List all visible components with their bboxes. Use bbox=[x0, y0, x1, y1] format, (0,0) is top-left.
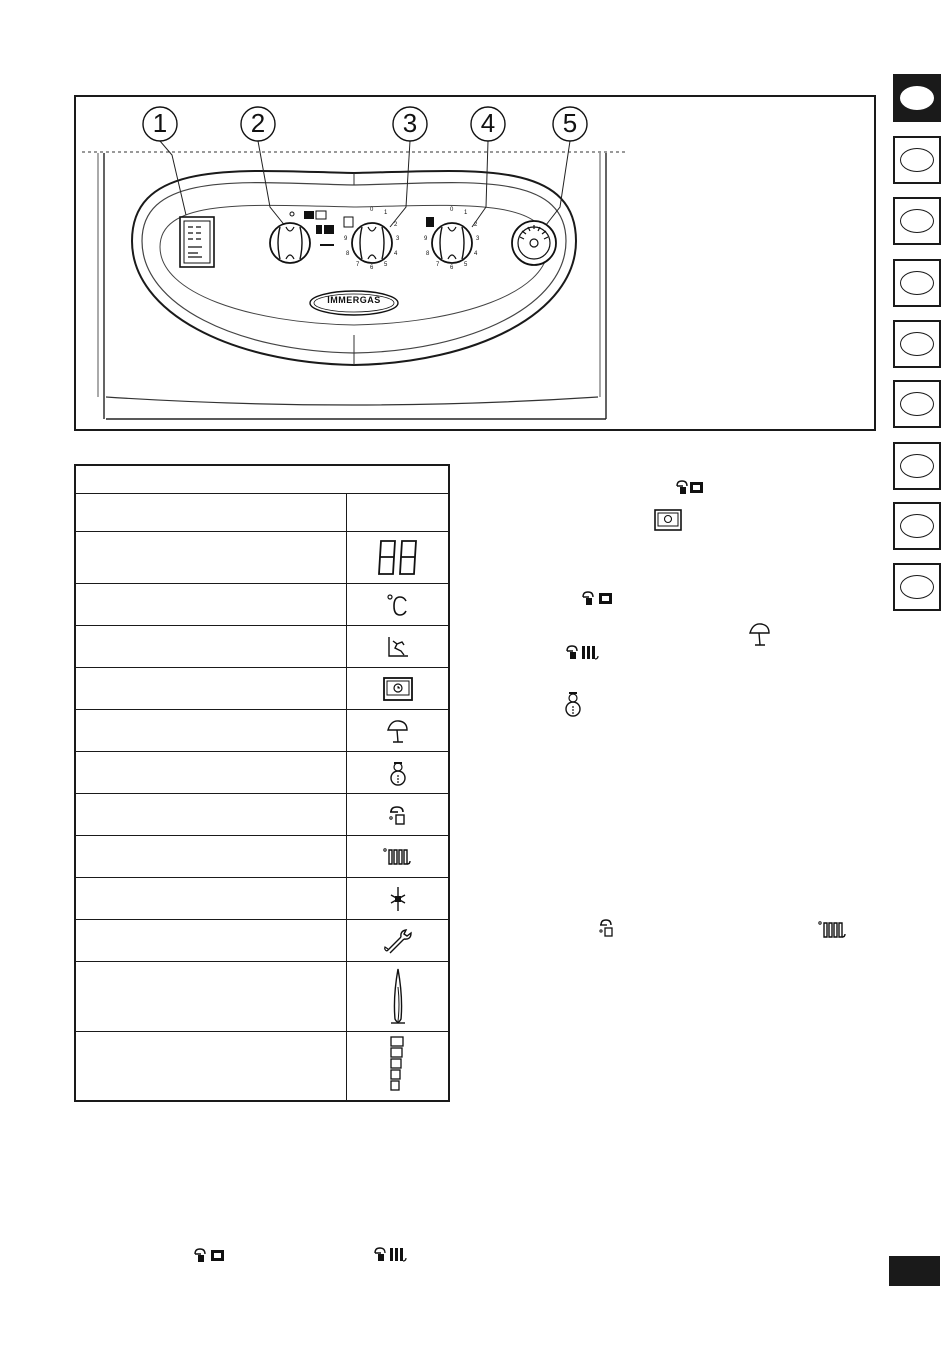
language-tab-7[interactable] bbox=[893, 442, 941, 490]
knob3-scale-4: 4 bbox=[394, 251, 398, 257]
callout-2: 2 bbox=[250, 108, 266, 138]
language-tab-oval bbox=[900, 86, 934, 110]
knob3-scale-9: 9 bbox=[344, 236, 348, 242]
legend-row-sanitary-flow bbox=[76, 626, 448, 668]
language-tab-8[interactable] bbox=[893, 502, 941, 550]
legend-row-winter bbox=[76, 752, 448, 794]
language-tab-9[interactable] bbox=[893, 563, 941, 611]
language-tab-oval bbox=[900, 392, 934, 416]
wrench-icon bbox=[346, 920, 448, 961]
knob3-scale-7: 7 bbox=[356, 262, 360, 268]
tap-icon bbox=[598, 918, 616, 938]
pump-valve-icon bbox=[346, 878, 448, 919]
callout-5: 5 bbox=[562, 108, 578, 138]
language-tab-oval bbox=[900, 454, 934, 478]
callout-4: 4 bbox=[480, 108, 496, 138]
degrees-celsius-icon bbox=[346, 584, 448, 625]
summer-umbrella-icon bbox=[346, 710, 448, 751]
legend-row-celsius bbox=[76, 584, 448, 626]
callout-1: 1 bbox=[152, 108, 168, 138]
pressure-gauge bbox=[512, 221, 556, 265]
sanitary-flow-icon bbox=[346, 626, 448, 667]
page-number-box bbox=[889, 1256, 940, 1286]
legend-title-row bbox=[76, 466, 448, 494]
language-tab-oval bbox=[900, 148, 934, 172]
winter-snowman-icon bbox=[562, 690, 584, 718]
legend-row-summer bbox=[76, 710, 448, 752]
dhw-mode-icon bbox=[194, 1248, 226, 1262]
callout-3: 3 bbox=[402, 108, 418, 138]
language-tab-3[interactable] bbox=[893, 197, 941, 245]
winter-snowman-icon bbox=[346, 752, 448, 793]
knob-3[interactable] bbox=[344, 217, 392, 263]
radiator-icon bbox=[346, 836, 448, 877]
knob4-scale-2: 2 bbox=[474, 222, 478, 228]
legend-header-row bbox=[76, 494, 448, 532]
heating-mode-icon bbox=[374, 1246, 408, 1262]
knob4-scale-3: 3 bbox=[476, 236, 480, 242]
symbol-legend-table bbox=[74, 464, 450, 1102]
tap-icon bbox=[346, 794, 448, 835]
remote-control-icon bbox=[654, 509, 682, 531]
knob4-scale-0: 0 bbox=[450, 207, 454, 213]
knob4-scale-5: 5 bbox=[464, 262, 468, 268]
control-panel-figure bbox=[74, 95, 876, 431]
legend-row-power-level bbox=[76, 1032, 448, 1100]
legend-header-symbol-cell bbox=[346, 494, 448, 531]
knob4-scale-9: 9 bbox=[424, 236, 428, 242]
knob4-scale-6: 6 bbox=[450, 265, 454, 271]
language-tab-4[interactable] bbox=[893, 259, 941, 307]
knob4-scale-7: 7 bbox=[436, 262, 440, 268]
seven-segment-display-icon bbox=[346, 532, 448, 583]
legend-row-tap bbox=[76, 794, 448, 836]
flame-icon bbox=[346, 962, 448, 1031]
logo-text: IMMERGAS bbox=[327, 295, 381, 305]
knob3-scale-3: 3 bbox=[396, 236, 400, 242]
language-tab-oval bbox=[900, 514, 934, 538]
language-tab-6[interactable] bbox=[893, 380, 941, 428]
legend-row-wrench bbox=[76, 920, 448, 962]
knob4-scale-1: 1 bbox=[464, 210, 468, 216]
legend-row-flame bbox=[76, 962, 448, 1032]
language-tab-oval bbox=[900, 332, 934, 356]
language-tab-oval bbox=[900, 209, 934, 233]
knob3-scale-8: 8 bbox=[346, 251, 350, 257]
radiator-icon bbox=[818, 920, 848, 940]
knob3-scale-0: 0 bbox=[370, 207, 374, 213]
heating-mode-icon bbox=[566, 644, 600, 660]
knob3-scale-1: 1 bbox=[384, 210, 388, 216]
dhw-mode-icon bbox=[676, 480, 704, 494]
legend-row-pump bbox=[76, 878, 448, 920]
knob4-scale-4: 4 bbox=[474, 251, 478, 257]
knob3-scale-5: 5 bbox=[384, 262, 388, 268]
power-level-bar-icon bbox=[346, 1032, 448, 1100]
language-tab-oval bbox=[900, 575, 934, 599]
knob-4[interactable] bbox=[426, 217, 472, 263]
language-tab-oval bbox=[900, 271, 934, 295]
language-tab-1[interactable] bbox=[893, 74, 941, 122]
legend-row-radiator bbox=[76, 836, 448, 878]
language-tab-5[interactable] bbox=[893, 320, 941, 368]
legend-row-remote bbox=[76, 668, 448, 710]
legend-row-display bbox=[76, 532, 448, 584]
dhw-mode-icon bbox=[582, 591, 614, 605]
summer-umbrella-icon bbox=[748, 622, 772, 648]
language-tab-2[interactable] bbox=[893, 136, 941, 184]
knob3-scale-6: 6 bbox=[370, 265, 374, 271]
knob4-scale-8: 8 bbox=[426, 251, 430, 257]
remote-control-icon bbox=[346, 668, 448, 709]
knob3-scale-2: 2 bbox=[394, 222, 398, 228]
